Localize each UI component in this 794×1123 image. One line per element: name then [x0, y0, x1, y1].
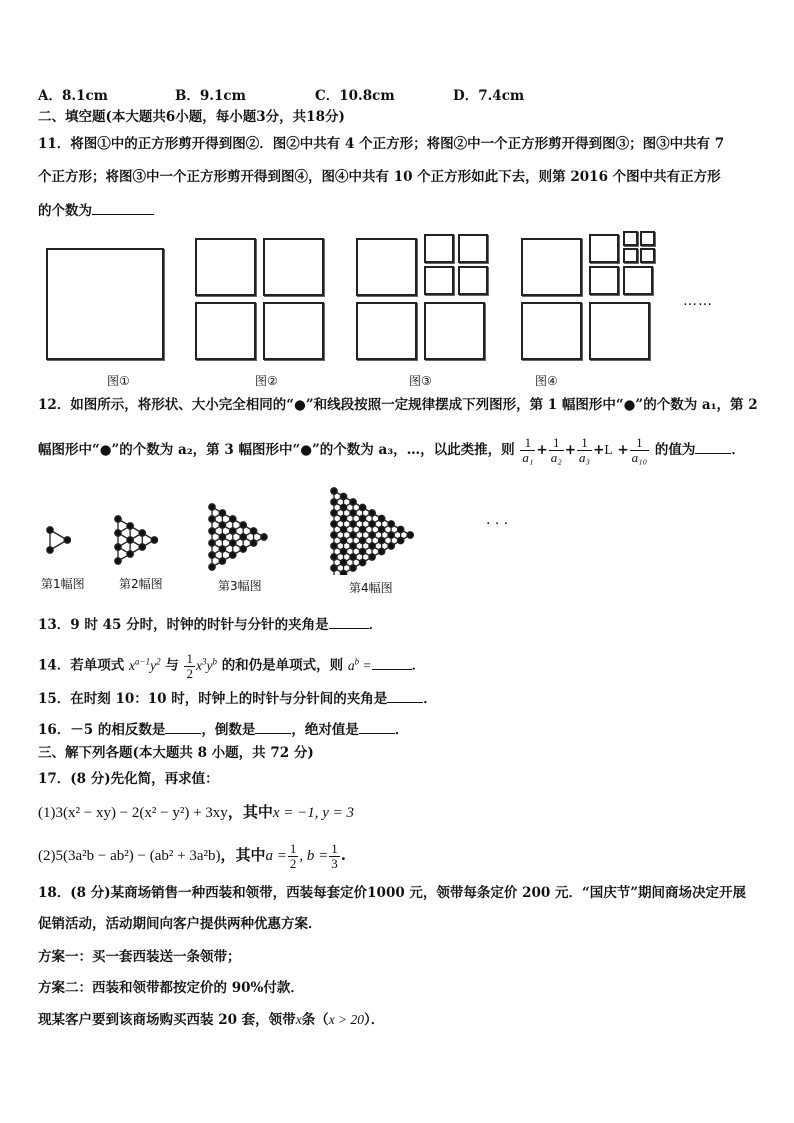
dot — [378, 515, 384, 521]
square — [356, 238, 417, 296]
q18-line1: 18．(8 分)某商场销售一种西装和领带，西装每套定价1000 元，领带每条定价 200 元．“国庆节”期间商场决定开展 — [38, 885, 747, 901]
dot — [230, 516, 236, 522]
dot — [230, 528, 236, 534]
q18-plan1: 方案一：买一套西装送一条领带； — [38, 949, 241, 965]
dot — [340, 537, 346, 543]
q12-line1: 12．如图所示，将形状、大小完全相同的“●”和线段按照一定规律摆成下列图形，第 1 幅图形中“●”的个数为 a₁，第 2 — [38, 397, 758, 413]
dot — [388, 543, 394, 549]
q16-a: 16．－5 的相反数是 — [38, 722, 166, 738]
q18-line5 — [38, 1011, 384, 1029]
answer-blank — [329, 614, 369, 629]
fraction — [577, 436, 592, 465]
dot — [369, 510, 375, 516]
q18-plan2: 方案二：西装和领带都按定价的 90%付款． — [38, 980, 304, 996]
dot — [250, 528, 256, 534]
dot — [331, 532, 337, 538]
q17-cond2b: , b = — [299, 848, 329, 864]
q14-post: 的和仍是单项式，则 — [221, 657, 344, 674]
square — [458, 234, 488, 263]
dot — [127, 537, 133, 543]
q17-cond-label2: ，其中 — [220, 846, 266, 864]
q11-line3 — [38, 200, 154, 220]
q11-ellipsis: …… — [683, 293, 713, 309]
dot — [331, 543, 337, 549]
dot — [359, 515, 365, 521]
dot — [350, 543, 356, 549]
dot — [407, 532, 413, 538]
square — [521, 302, 582, 360]
dot — [151, 537, 157, 543]
dot — [47, 527, 53, 533]
answer-blank — [359, 719, 395, 734]
section3-title: 三、解下列各题(本大题共 8 小题，共 72 分) — [38, 745, 314, 761]
square — [640, 248, 655, 263]
dot — [359, 548, 365, 554]
dot — [127, 523, 133, 529]
dot — [64, 537, 70, 543]
dot — [209, 516, 215, 522]
q12-ellipsis: · · · — [486, 516, 509, 532]
q15-text: 15．在时刻 10：10 时，时钟上的时针与分针间的夹角是 — [38, 691, 388, 707]
dot — [340, 504, 346, 510]
fraction-denominator: 2 — [289, 855, 297, 871]
square — [424, 266, 454, 295]
dot — [359, 504, 365, 510]
fraction-numerator: 1 — [331, 840, 338, 856]
q13-text: 13．9 时 45 分时，时钟的时针与分针的夹角是 — [38, 617, 329, 633]
square — [458, 266, 488, 295]
section2-title: 二、填空题(本大题共6小题，每小题3分，共18分) — [38, 109, 345, 125]
q11-line1: 11．将图①中的正方形剪开得到图②．图②中共有 4 个正方形；将图②中一个正方形剪开得到图③；图③中共有 7 — [38, 136, 725, 152]
dot — [369, 543, 375, 549]
fraction-denominator: a₁ — [522, 450, 534, 465]
dot — [369, 554, 375, 560]
q17-expr2: (2)5(3a²b − ab²) − (ab² + 3a²b) — [38, 848, 221, 864]
q16-b: ，倒数是 — [201, 722, 256, 738]
dot — [219, 534, 225, 540]
square — [623, 248, 638, 263]
dot — [127, 551, 133, 557]
dot — [331, 554, 337, 560]
q17-cond1: x = −1, y = 3 — [272, 805, 355, 821]
dot — [331, 521, 337, 527]
q17-cond2: a = — [265, 848, 287, 864]
square — [195, 238, 256, 296]
q11-caption-2: 图② — [255, 374, 278, 388]
square — [263, 238, 324, 296]
dot — [240, 546, 246, 552]
dot — [388, 532, 394, 538]
square — [424, 302, 485, 360]
fraction-numerator: 1 — [520, 436, 535, 451]
dot — [219, 510, 225, 516]
dot — [350, 521, 356, 527]
square — [195, 302, 256, 360]
dot — [219, 558, 225, 564]
dot — [331, 499, 337, 505]
dot — [219, 522, 225, 528]
monomial-1: $x^{a-1}y^2$ — [129, 656, 161, 673]
q12-caption-2: 第2幅图 — [119, 577, 163, 591]
dot — [388, 521, 394, 527]
dot — [209, 528, 215, 534]
dot — [340, 493, 346, 499]
option-a: A．8.1cm — [38, 88, 108, 104]
square — [356, 302, 417, 360]
q17-expr1: (1)3(x² − xy) − 2(x² − y²) + 3xy — [38, 805, 228, 821]
q17-part1 — [38, 803, 354, 822]
q13: 13．9 时 45 分时，时钟的时针与分针的夹角是 ． — [38, 614, 382, 634]
dot — [397, 526, 403, 532]
dot — [115, 544, 121, 550]
q17-cond-label: ，其中 — [227, 803, 273, 821]
dot — [340, 559, 346, 565]
fraction — [630, 436, 650, 465]
dot — [240, 534, 246, 540]
fraction — [329, 842, 340, 871]
q18-line2: 促销活动，活动期间向客户提供两种优惠方案． — [38, 916, 322, 932]
option-b: B．9.1cm — [175, 88, 246, 104]
fraction-numerator: 1 — [549, 436, 564, 451]
dot — [230, 540, 236, 546]
square — [521, 238, 582, 296]
answer-blank — [165, 719, 201, 734]
fraction-numerator: 1 — [577, 436, 592, 451]
q17-part2: (2)5(3a²b − ab²) − (ab² + 3a²b)，其中a = $\frac{1}{2}$ , b = $\frac{1}{3}$ . — [38, 840, 346, 871]
dot — [350, 554, 356, 560]
q17-title: 17．(8 分)先化简，再求值： — [38, 771, 219, 787]
dot — [209, 504, 215, 510]
q11-line3-text: 的个数为 — [38, 203, 92, 219]
dot — [340, 548, 346, 554]
dot — [115, 530, 121, 536]
fraction-denominator: a₁₀ — [631, 450, 648, 465]
dot — [397, 537, 403, 543]
q18-line5-mid: 条（ — [301, 1012, 329, 1028]
square — [589, 302, 650, 360]
dots-symbol: L — [604, 442, 613, 457]
square — [623, 266, 653, 295]
q12-caption-4: 第4幅图 — [349, 581, 393, 595]
square — [589, 234, 619, 263]
fraction-numerator: 1 — [630, 436, 650, 451]
power-expression: $a^b$ = — [347, 656, 372, 673]
dot — [115, 516, 121, 522]
dot — [209, 540, 215, 546]
square — [424, 234, 454, 263]
dot — [331, 565, 337, 571]
dot — [209, 564, 215, 570]
dot — [378, 537, 384, 543]
q15: 15．在时刻 10：10 时，时钟上的时针与分针间的夹角是 ． — [38, 688, 437, 708]
q11-caption-1: 图① — [107, 374, 130, 388]
q11-caption-4: 图④ — [535, 374, 558, 388]
fraction — [520, 436, 535, 465]
q18-line5-post: ）． — [364, 1012, 385, 1028]
q12-line2-post: 的值为 — [654, 442, 696, 458]
fraction — [288, 842, 299, 871]
q12-caption-1: 第1幅图 — [41, 577, 85, 591]
answer-blank — [372, 655, 412, 670]
dot — [350, 510, 356, 516]
option-c: C．10.8cm — [315, 88, 395, 104]
fraction-numerator: 1 — [289, 840, 297, 856]
q18-condition: x > 20 — [328, 1012, 365, 1027]
q14-mid: 与 — [165, 657, 179, 674]
dot — [209, 552, 215, 558]
dot — [369, 532, 375, 538]
fraction-denominator: a₃ — [579, 450, 591, 465]
dot — [139, 530, 145, 536]
dot — [331, 488, 337, 494]
answer-blank — [255, 719, 291, 734]
dot — [359, 559, 365, 565]
dot — [350, 532, 356, 538]
dot — [230, 552, 236, 558]
fraction-denominator: 2 — [186, 665, 193, 681]
q16-c: ，绝对值是 — [291, 722, 359, 738]
dot — [378, 526, 384, 532]
dot — [359, 537, 365, 543]
q12-dot-figures — [30, 485, 510, 575]
answer-blank — [695, 439, 731, 454]
square — [263, 302, 324, 360]
dot — [340, 570, 346, 575]
dot — [219, 546, 225, 552]
answer-blank — [387, 688, 423, 703]
monomial-2: $x^3y^b$ — [195, 656, 217, 673]
dot — [340, 526, 346, 532]
dot — [350, 565, 356, 571]
dot — [340, 515, 346, 521]
variable-x: x — [295, 1012, 302, 1027]
dot — [350, 499, 356, 505]
dot — [359, 526, 365, 532]
dot — [115, 558, 121, 564]
q14-pre: 14．若单项式 — [38, 657, 125, 674]
fraction-denominator: 3 — [331, 855, 338, 871]
dot — [139, 544, 145, 550]
q12-caption-3: 第3幅图 — [218, 579, 262, 593]
dot — [261, 534, 267, 540]
dot — [331, 510, 337, 516]
dot — [47, 547, 53, 553]
fraction-denominator: a₂ — [550, 450, 562, 465]
answer-blank — [92, 200, 154, 215]
q11-line2: 个正方形；将图③中一个正方形剪开得到图④，图④中共有 10 个正方形如此下去，则第 2016 个图中共有正方形 — [38, 169, 721, 185]
dot — [240, 522, 246, 528]
dot — [369, 521, 375, 527]
q11-caption-3: 图③ — [409, 374, 432, 388]
square — [46, 248, 164, 360]
dot — [378, 548, 384, 554]
q18-line5-pre: 现某客户要到该商场购买西装 20 套，领带 — [38, 1012, 296, 1028]
q12-line2: 幅图形中“●”的个数为 a₂，第 3 幅图形中“●”的个数为 a₃，…，以此类推，则 $\frac{1}{\text{a₁}}$ + $\frac{1}{\text{a₂}}$ + $\frac{1}{\text{a₃}}$ +L + $\frac{1}{\text{a₁₀}}$ 的值为 ． — [38, 435, 745, 465]
option-d: D．7.4cm — [453, 88, 525, 104]
q14: 14．若单项式 $x^{a-1}y^2$ 与 $\frac{1}{2}$ $x^3y^b$ 的和仍是单项式，则 $a^b$ = ． — [38, 650, 426, 681]
square — [640, 231, 655, 246]
fraction — [184, 652, 195, 681]
dot — [250, 540, 256, 546]
q16: 16．－5 的相反数是 ，倒数是 ，绝对值是 ． — [38, 719, 408, 739]
fraction-numerator: 1 — [186, 650, 193, 666]
square — [589, 266, 619, 295]
square — [623, 231, 638, 246]
q12-line2-pre: 幅图形中“●”的个数为 a₂，第 3 幅图形中“●”的个数为 a₃，…，以此类推，则 — [38, 442, 515, 458]
fraction — [549, 436, 564, 465]
